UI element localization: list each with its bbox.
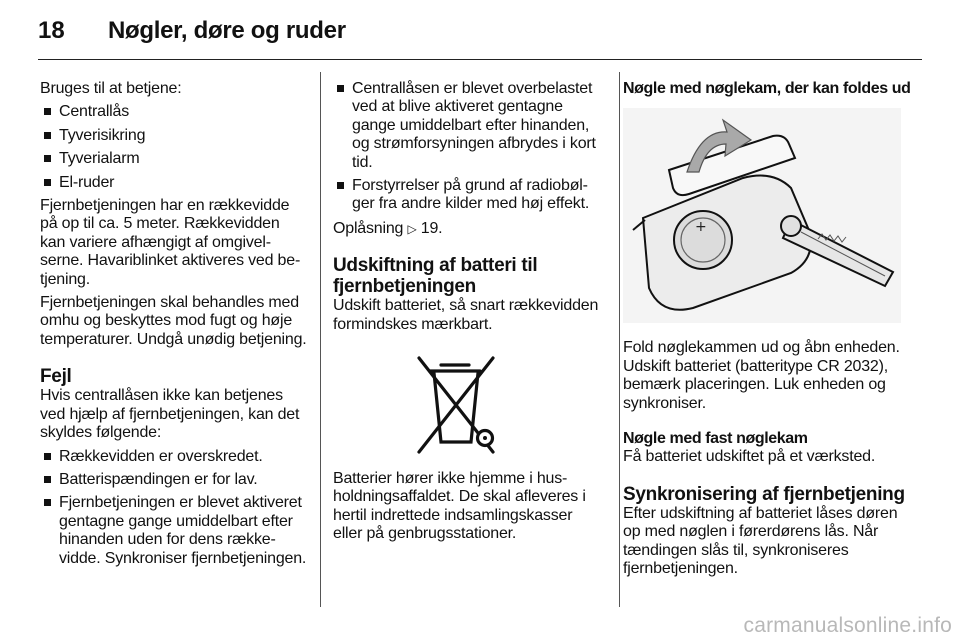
page-title: Nøgler, døre og ruder (108, 17, 346, 44)
fault-heading: Fejl (40, 366, 72, 388)
battery-heading: Udskiftning af batteri til fjernbetjeningen (333, 255, 538, 298)
list-item: Batterispændingen er for lav. (40, 471, 308, 489)
list-item: Centrallåsen er blevet overbelastet ved at blive aktiveret gentagne gange umiddelbart efter hinanden, og strømforsyningen afbrydes i kort tid. (333, 80, 605, 172)
fold-key-text: Fold nøglekammen ud og åbn enheden. Udskift batteriet (batteritype CR 2032), bemærk placeringen. Luk enheden og synkroniser. (623, 339, 900, 412)
list-item: Tyverisikring (40, 127, 308, 145)
list-item: Tyverialarm (40, 150, 308, 168)
sync-text: Efter udskiftning af batteriet låses døren op med nøglen i førerdørens lås. Når tændingen slås til, synkroniseres fjernbetjeningen. (623, 504, 898, 578)
column-left (40, 80, 308, 568)
svg-text:+: + (695, 219, 707, 236)
page-ref-arrow-icon: ▷ (407, 221, 417, 236)
disposal-text: Batterier hører ikke hjemme i husholdningsaffaldet. De skal afleveres i hertil indrettede indsamlingskasser eller på genbrugsstationer. (333, 470, 586, 543)
unlock-text: Oplåsning (333, 219, 404, 237)
list-item: Forstyrrelser på grund af radiobølger fra andre kilder med høj effekt. (333, 177, 605, 214)
remote-key-battery-icon (623, 108, 901, 323)
key-battery-illustration (623, 108, 901, 323)
fault-list-continued (333, 80, 605, 214)
column-middle (333, 80, 605, 544)
fault-list (40, 448, 308, 568)
column-divider (320, 72, 321, 607)
page-number: 18 (38, 17, 65, 44)
column-right (623, 80, 913, 578)
list-item: Centrallås (40, 103, 308, 121)
list-item: Rækkevidden er overskredet. (40, 448, 308, 466)
care-paragraph: Fjernbetjeningen skal behandles med omhu og beskyttes mod fugt og høje temperaturer. Undgå unødig betjening. (40, 294, 307, 348)
header-rule (38, 59, 922, 60)
fixed-key-text: Få batteriet udskiftet på et værksted. (623, 448, 876, 466)
battery-text: Udskift batteriet, så snart rækkevidden formindskes mærkbart. (333, 297, 599, 333)
watermark: carmanualsonline.info (743, 614, 952, 637)
fold-key-heading: Nøgle med nøglekam, der kan foldes ud (623, 80, 911, 97)
fault-text: Hvis centrallåsen ikke kan betjenes ved hjælp af fjernbetjeningen, kan det skyldes følgende: (40, 387, 300, 442)
list-item: Fjernbetjeningen er blevet aktiveret gentagne gange umiddelbart efter hinanden uden for dens rækkevidde. Synkroniser fjernbetjeningen. (40, 494, 308, 568)
fixed-key-heading: Nøgle med fast nøglekam (623, 430, 808, 448)
list-item: El-ruder (40, 174, 308, 192)
sync-heading: Synkronisering af fjernbetjening (623, 483, 905, 505)
function-list (40, 103, 308, 192)
crossed-bin-illustration (333, 350, 605, 454)
unlock-page: 19. (420, 219, 443, 237)
crossed-out-wheelie-bin-icon (333, 350, 605, 454)
range-paragraph: Fjernbetjeningen har en rækkevidde på op til ca. 5 meter. Rækkevidden kan variere afhængigt af omgivelserne. Havariblinket aktiveres ved betjening. (40, 197, 301, 288)
column-divider (619, 72, 620, 607)
intro-text: Bruges til at betjene: (40, 80, 182, 97)
unlock-reference (333, 220, 605, 238)
